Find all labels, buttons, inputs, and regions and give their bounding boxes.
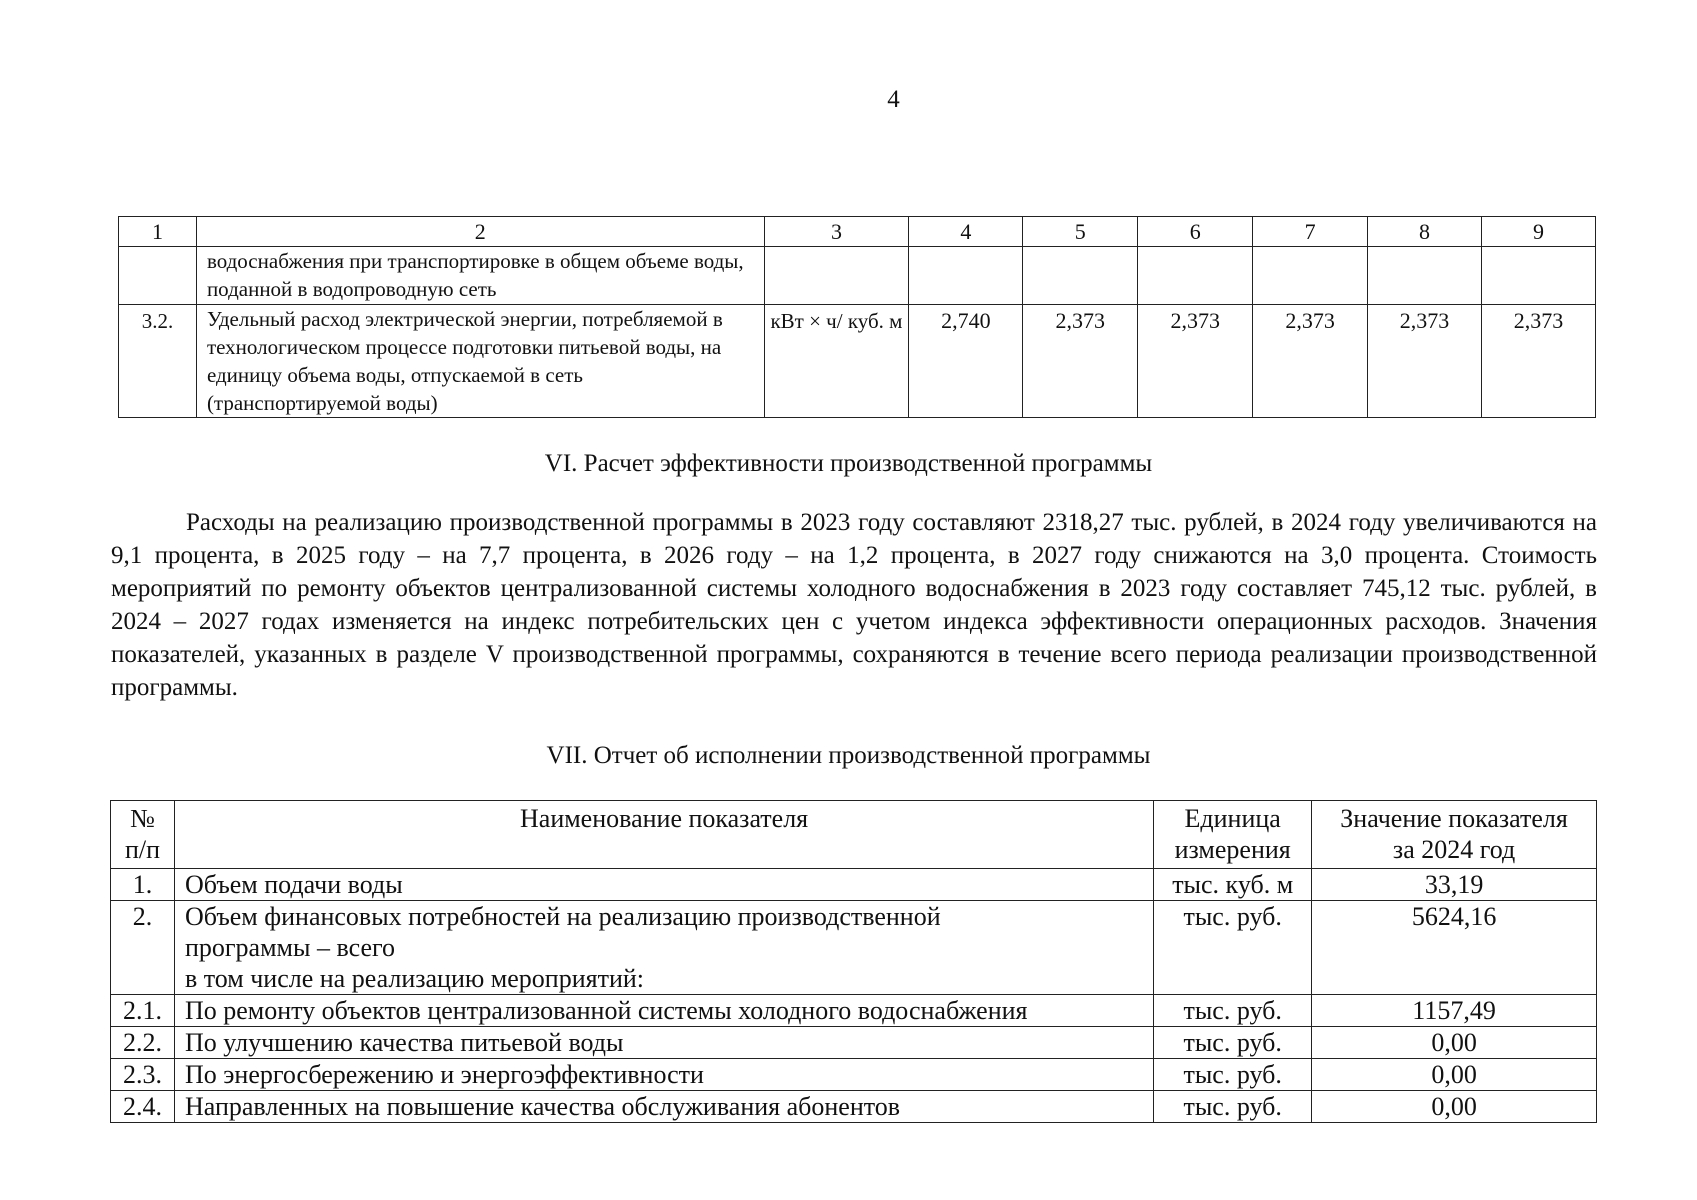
indicator-name: По улучшению качества питьевой воды [174,1027,1153,1059]
table-row [119,305,1596,418]
column-header: 4 [909,217,1023,247]
table-row [111,1027,1597,1059]
unit-cell: тыс. руб. [1154,1059,1312,1091]
table-row [111,869,1597,901]
column-header: 8 [1368,217,1482,247]
name-line: Объем финансовых потребностей на реализацию производственной [184,902,941,931]
table-row [111,995,1597,1027]
indicator-name: По энергосбережению и энергоэффективности [174,1059,1153,1091]
table-row [111,901,1597,995]
column-header: 6 [1138,217,1253,247]
value-cell: 0,00 [1312,1059,1597,1091]
column-header: 5 [1023,217,1138,247]
indicator-name: Направленных на повышение качества обслуживания абонентов [174,1091,1153,1123]
value-cell: 2,740 [909,305,1023,418]
unit-cell [764,247,909,305]
header-line: измерения [1174,835,1291,864]
table-row [111,1059,1597,1091]
column-header-unit [1154,801,1312,869]
name-line: в том числе на реализацию мероприятий: [184,964,644,993]
value-cell [1023,247,1138,305]
value-cell: 2,373 [1482,305,1596,418]
indicator-name: По ремонту объектов централизованной системы холодного водоснабжения [174,995,1153,1027]
header-line: № [130,804,155,833]
column-header: 1 [119,217,197,247]
unit-cell: тыс. куб. м [1154,869,1312,901]
header-line: п/п [124,835,161,864]
table-row [119,247,1596,305]
column-header-name: Наименование показателя [174,801,1153,869]
table-header-row [119,217,1596,247]
indicator-name [174,901,1153,995]
name-line: программы – всего [184,933,395,962]
unit-cell: тыс. руб. [1154,1091,1312,1123]
column-header: 9 [1482,217,1596,247]
value-cell [1368,247,1482,305]
value-cell: 2,373 [1368,305,1482,418]
page-number: 4 [887,86,900,113]
indicator-name: Удельный расход электрической энергии, потребляемой в технологическом процессе подготовки питьевой воды, на единицу объема воды, отпускаемой в сеть (транспортируемой воды) [196,305,764,418]
section-title: VI. Расчет эффективности производственной программы [544,450,1153,477]
value-cell [909,247,1023,305]
header-line: Значение показателя [1340,804,1568,833]
column-header-number [111,801,175,869]
unit-cell: тыс. руб. [1154,995,1312,1027]
column-header-value [1312,801,1597,869]
table-header-row [111,801,1597,869]
indicator-name: Объем подачи воды [174,869,1153,901]
indicator-name: водоснабжения при транспортировке в общем объеме воды, поданной в водопроводную сеть [196,247,764,305]
row-number: 2.4. [111,1091,175,1123]
value-cell: 5624,16 [1312,901,1597,995]
row-number: 1. [111,869,175,901]
row-number: 2.2. [111,1027,175,1059]
table-row [111,1091,1597,1123]
value-cell: 33,19 [1312,869,1597,901]
value-cell [1482,247,1596,305]
efficiency-paragraph: Расходы на реализацию производственной программы в 2023 году составляют 2318,27 тыс. рублей, в 2024 году увеличиваются на 9,1 процента, в 2025 году – на 7,7 процента, в 2026 году – на 1,2 процента, в 2027 году снижаются на 3,0 процента. Стоимость мероприятий по ремонту объектов централизованной системы холодного водоснабжения в 2023 году составляет 745,12 тыс. рублей, в 2024 – 2027 годах изменяется на индекс потребительских цен с учетом индекса эффективности операционных расходов. Значения показателей, указанных в разделе V производственной программы, сохраняются в течение всего периода реализации производственной программы. [111,509,1597,701]
value-cell: 0,00 [1312,1027,1597,1059]
row-number [119,247,197,305]
row-number: 2.1. [111,995,175,1027]
row-number: 3.2. [119,305,197,418]
unit-cell: тыс. руб. [1154,1027,1312,1059]
value-cell: 1157,49 [1312,995,1597,1027]
indicators-table-continued [118,216,1596,418]
column-header: 7 [1253,217,1368,247]
unit-cell: кВт × ч/ куб. м [764,305,909,418]
value-cell [1138,247,1253,305]
value-cell: 2,373 [1138,305,1253,418]
section-title: VII. Отчет об исполнении производственной программы [546,742,1151,769]
row-number: 2. [111,901,175,995]
row-number: 2.3. [111,1059,175,1091]
value-cell: 2,373 [1253,305,1368,418]
execution-report-table [110,800,1597,1123]
header-line: Единица [1184,804,1281,833]
value-cell [1253,247,1368,305]
column-header: 2 [196,217,764,247]
unit-cell: тыс. руб. [1154,901,1312,995]
value-cell: 0,00 [1312,1091,1597,1123]
column-header: 3 [764,217,909,247]
value-cell: 2,373 [1023,305,1138,418]
header-line: за 2024 год [1392,835,1516,864]
